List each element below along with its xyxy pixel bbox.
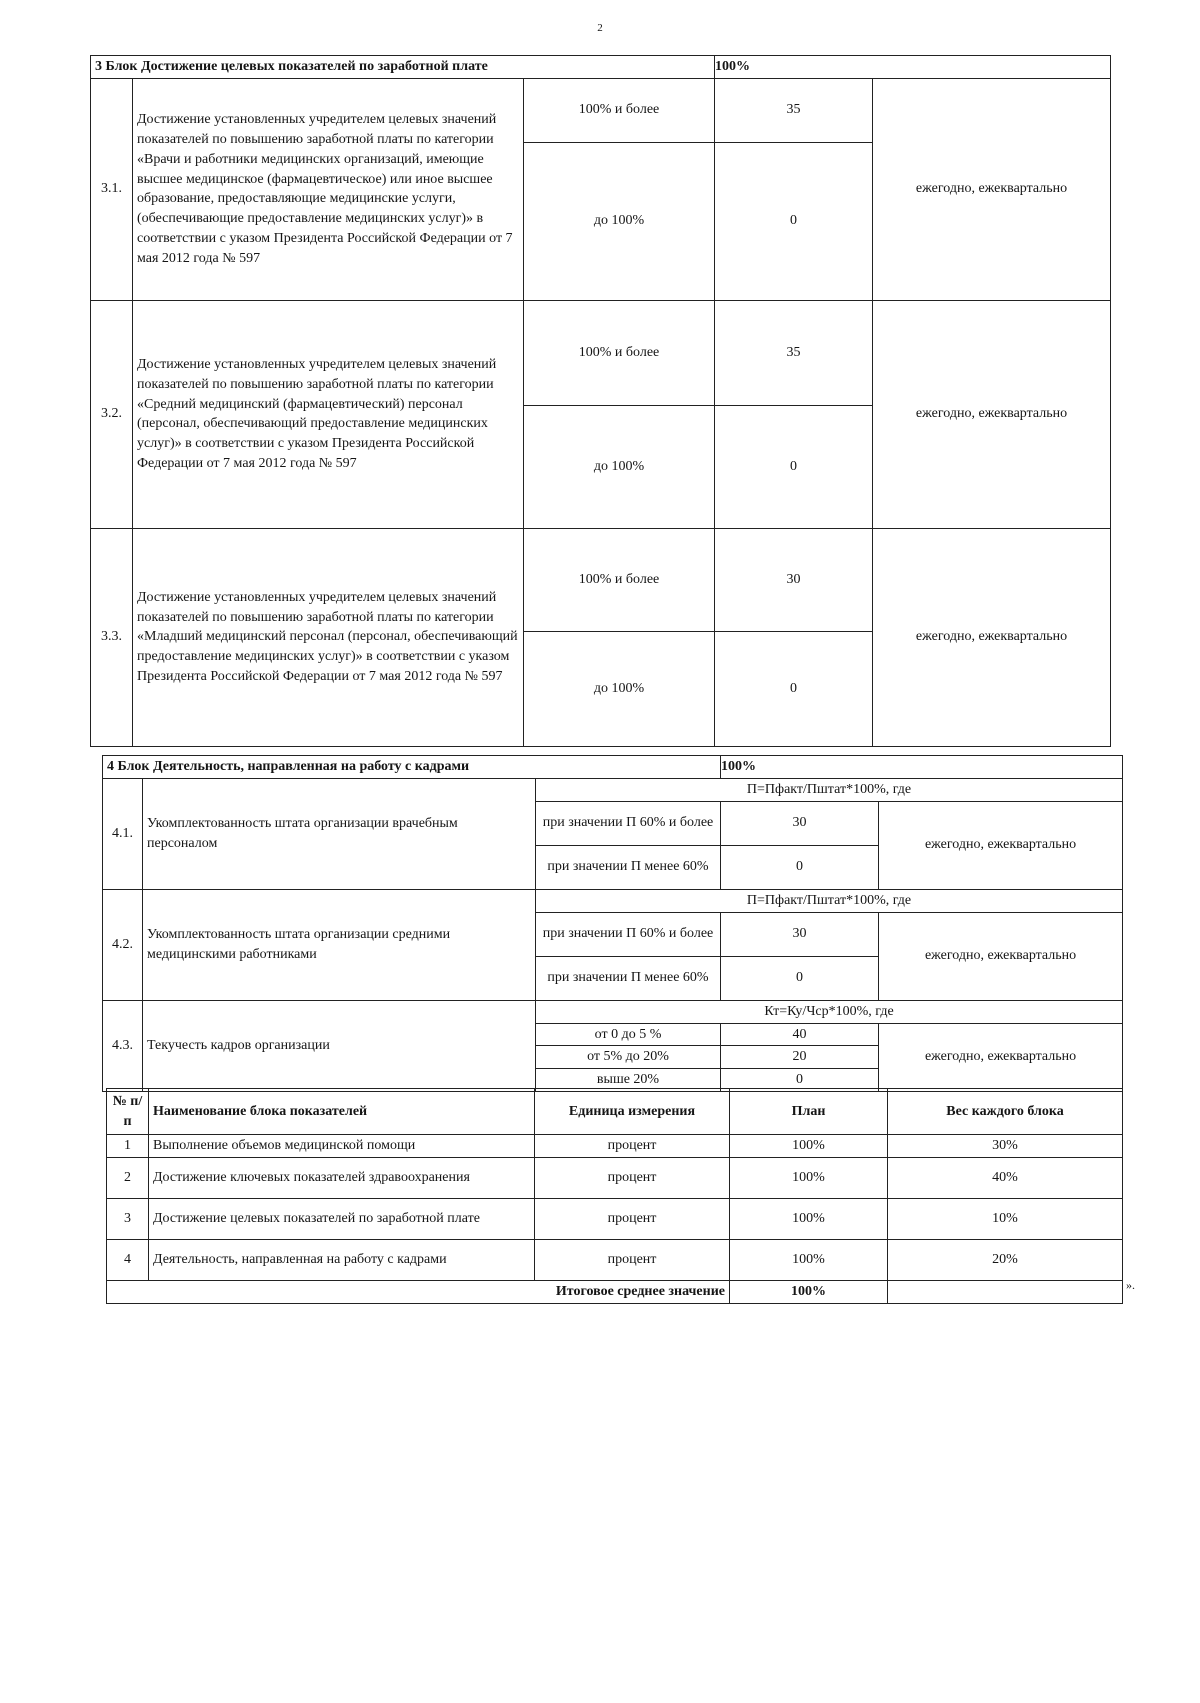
table-row xyxy=(107,1239,1123,1280)
period-cell: ежегодно, ежеквартально xyxy=(873,528,1111,746)
weight-cell: 40% xyxy=(888,1157,1123,1198)
block4-header-row xyxy=(103,756,1123,779)
period-cell: ежегодно, ежеквартально xyxy=(879,1023,1123,1092)
condition-cell: 100% и более xyxy=(524,528,715,631)
header-plan: План xyxy=(730,1089,888,1135)
block3-header-row xyxy=(91,56,1111,79)
block3-title: 3 Блок Достижение целевых показателей по заработной плате xyxy=(91,56,715,79)
table-row xyxy=(107,1198,1123,1239)
header-unit: Единица измерения xyxy=(535,1089,730,1135)
score-cell: 0 xyxy=(715,631,873,746)
page-number: 2 xyxy=(597,22,603,34)
condition-cell: от 0 до 5 % xyxy=(536,1023,721,1046)
summary-header-row xyxy=(107,1089,1123,1135)
unit-cell: процент xyxy=(535,1198,730,1239)
block-name: Выполнение объемов медицинской помощи xyxy=(149,1135,535,1158)
table-row xyxy=(107,1157,1123,1198)
formula-cell: Кт=Ку/Чср*100%, где xyxy=(536,1000,1123,1023)
indicator-text: Укомплектованность штата организации врачебным персоналом xyxy=(143,778,536,889)
score-cell: 30 xyxy=(721,912,879,956)
row-number: 3 xyxy=(107,1198,149,1239)
score-cell: 35 xyxy=(715,300,873,405)
row-number: 4.1. xyxy=(103,778,143,889)
row-number: 1 xyxy=(107,1135,149,1158)
plan-cell: 100% xyxy=(730,1157,888,1198)
header-num: № п/п xyxy=(107,1089,149,1135)
row-number: 2 xyxy=(107,1157,149,1198)
row-number: 3.1. xyxy=(91,78,133,300)
plan-cell: 100% xyxy=(730,1198,888,1239)
block4-title: 4 Блок Деятельность, направленная на работу с кадрами xyxy=(103,756,721,779)
row-number: 4 xyxy=(107,1239,149,1280)
period-cell: ежегодно, ежеквартально xyxy=(873,78,1111,300)
table-row xyxy=(103,1000,1123,1023)
condition-cell: при значении П 60% и более xyxy=(536,801,721,845)
row-number: 3.3. xyxy=(91,528,133,746)
condition-cell: до 100% xyxy=(524,631,715,746)
table-row xyxy=(91,528,1111,631)
block-name: Деятельность, направленная на работу с кадрами xyxy=(149,1239,535,1280)
score-cell: 0 xyxy=(721,1069,879,1092)
condition-cell: до 100% xyxy=(524,405,715,528)
block4-table xyxy=(102,755,1123,1092)
condition-cell: 100% и более xyxy=(524,300,715,405)
table-row xyxy=(103,889,1123,912)
period-cell: ежегодно, ежеквартально xyxy=(879,801,1123,889)
unit-cell: процент xyxy=(535,1239,730,1280)
score-cell: 0 xyxy=(715,405,873,528)
block-name: Достижение целевых показателей по заработной плате xyxy=(149,1198,535,1239)
table-row xyxy=(103,778,1123,801)
total-value: 100% xyxy=(730,1280,888,1303)
condition-cell: от 5% до 20% xyxy=(536,1046,721,1069)
row-number: 4.3. xyxy=(103,1000,143,1092)
indicator-text: Укомплектованность штата организации средними медицинскими работниками xyxy=(143,889,536,1000)
period-cell: ежегодно, ежеквартально xyxy=(873,300,1111,528)
table-row xyxy=(91,300,1111,405)
total-label: Итоговое среднее значение xyxy=(107,1280,730,1303)
score-cell: 0 xyxy=(715,142,873,300)
indicator-text: Достижение установленных учредителем целевых значений показателей по повышению заработной платы по категории «Младший медицинский персонал (персонал, обеспечивающий предоставление медицинских услуг)» в соответствии с указом Президента Российской Федерации от 7 мая 2012 года № 597 xyxy=(133,528,524,746)
condition-cell: выше 20% xyxy=(536,1069,721,1092)
score-cell: 20 xyxy=(721,1046,879,1069)
row-number: 3.2. xyxy=(91,300,133,528)
weight-cell: 20% xyxy=(888,1239,1123,1280)
condition-cell: при значении П менее 60% xyxy=(536,956,721,1000)
condition-cell: до 100% xyxy=(524,142,715,300)
plan-cell: 100% xyxy=(730,1239,888,1280)
score-cell: 40 xyxy=(721,1023,879,1046)
indicator-text: Достижение установленных учредителем целевых значений показателей по повышению заработной платы по категории «Врачи и работники медицинских организаций, имеющие высшее медицинское (фармацевтическое) или иное высшее образование, предоставляющие медицинские услуги, (обеспечивающие предоставление медицинских услуг)» в соответствии с указом Президента Российской Федерации от 7 мая 2012 года № 597 xyxy=(133,78,524,300)
summary-total-row xyxy=(107,1280,1123,1303)
period-cell: ежегодно, ежеквартально xyxy=(879,912,1123,1000)
block3-weight: 100% xyxy=(715,56,1111,79)
score-cell: 30 xyxy=(721,801,879,845)
table-row xyxy=(91,78,1111,142)
header-name: Наименование блока показателей xyxy=(149,1089,535,1135)
row-number: 4.2. xyxy=(103,889,143,1000)
condition-cell: 100% и более xyxy=(524,78,715,142)
condition-cell: при значении П менее 60% xyxy=(536,845,721,889)
indicator-text: Текучесть кадров организации xyxy=(143,1000,536,1092)
plan-cell: 100% xyxy=(730,1135,888,1158)
score-cell: 35 xyxy=(715,78,873,142)
table-row xyxy=(107,1135,1123,1158)
indicator-text: Достижение установленных учредителем целевых значений показателей по повышению заработной платы по категории «Средний медицинский (фармацевтический) персонал (персонал, обеспечивающий предоставление медицинских услуг)» в соответствии с указом Президента Российской Федерации от 7 мая 2012 года № 597 xyxy=(133,300,524,528)
score-cell: 0 xyxy=(721,845,879,889)
weight-cell: 30% xyxy=(888,1135,1123,1158)
weight-cell: 10% xyxy=(888,1198,1123,1239)
unit-cell: процент xyxy=(535,1135,730,1158)
block4-weight: 100% xyxy=(721,756,1123,779)
score-cell: 0 xyxy=(721,956,879,1000)
header-weight: Вес каждого блока xyxy=(888,1089,1123,1135)
unit-cell: процент xyxy=(535,1157,730,1198)
summary-table xyxy=(106,1088,1123,1304)
formula-cell: П=Пфакт/Пштат*100%, где xyxy=(536,889,1123,912)
total-empty-cell xyxy=(888,1280,1123,1303)
condition-cell: при значении П 60% и более xyxy=(536,912,721,956)
score-cell: 30 xyxy=(715,528,873,631)
block3-table xyxy=(90,55,1111,747)
closing-quote-mark: ». xyxy=(1126,1278,1135,1292)
block-name: Достижение ключевых показателей здравоохранения xyxy=(149,1157,535,1198)
formula-cell: П=Пфакт/Пштат*100%, где xyxy=(536,778,1123,801)
